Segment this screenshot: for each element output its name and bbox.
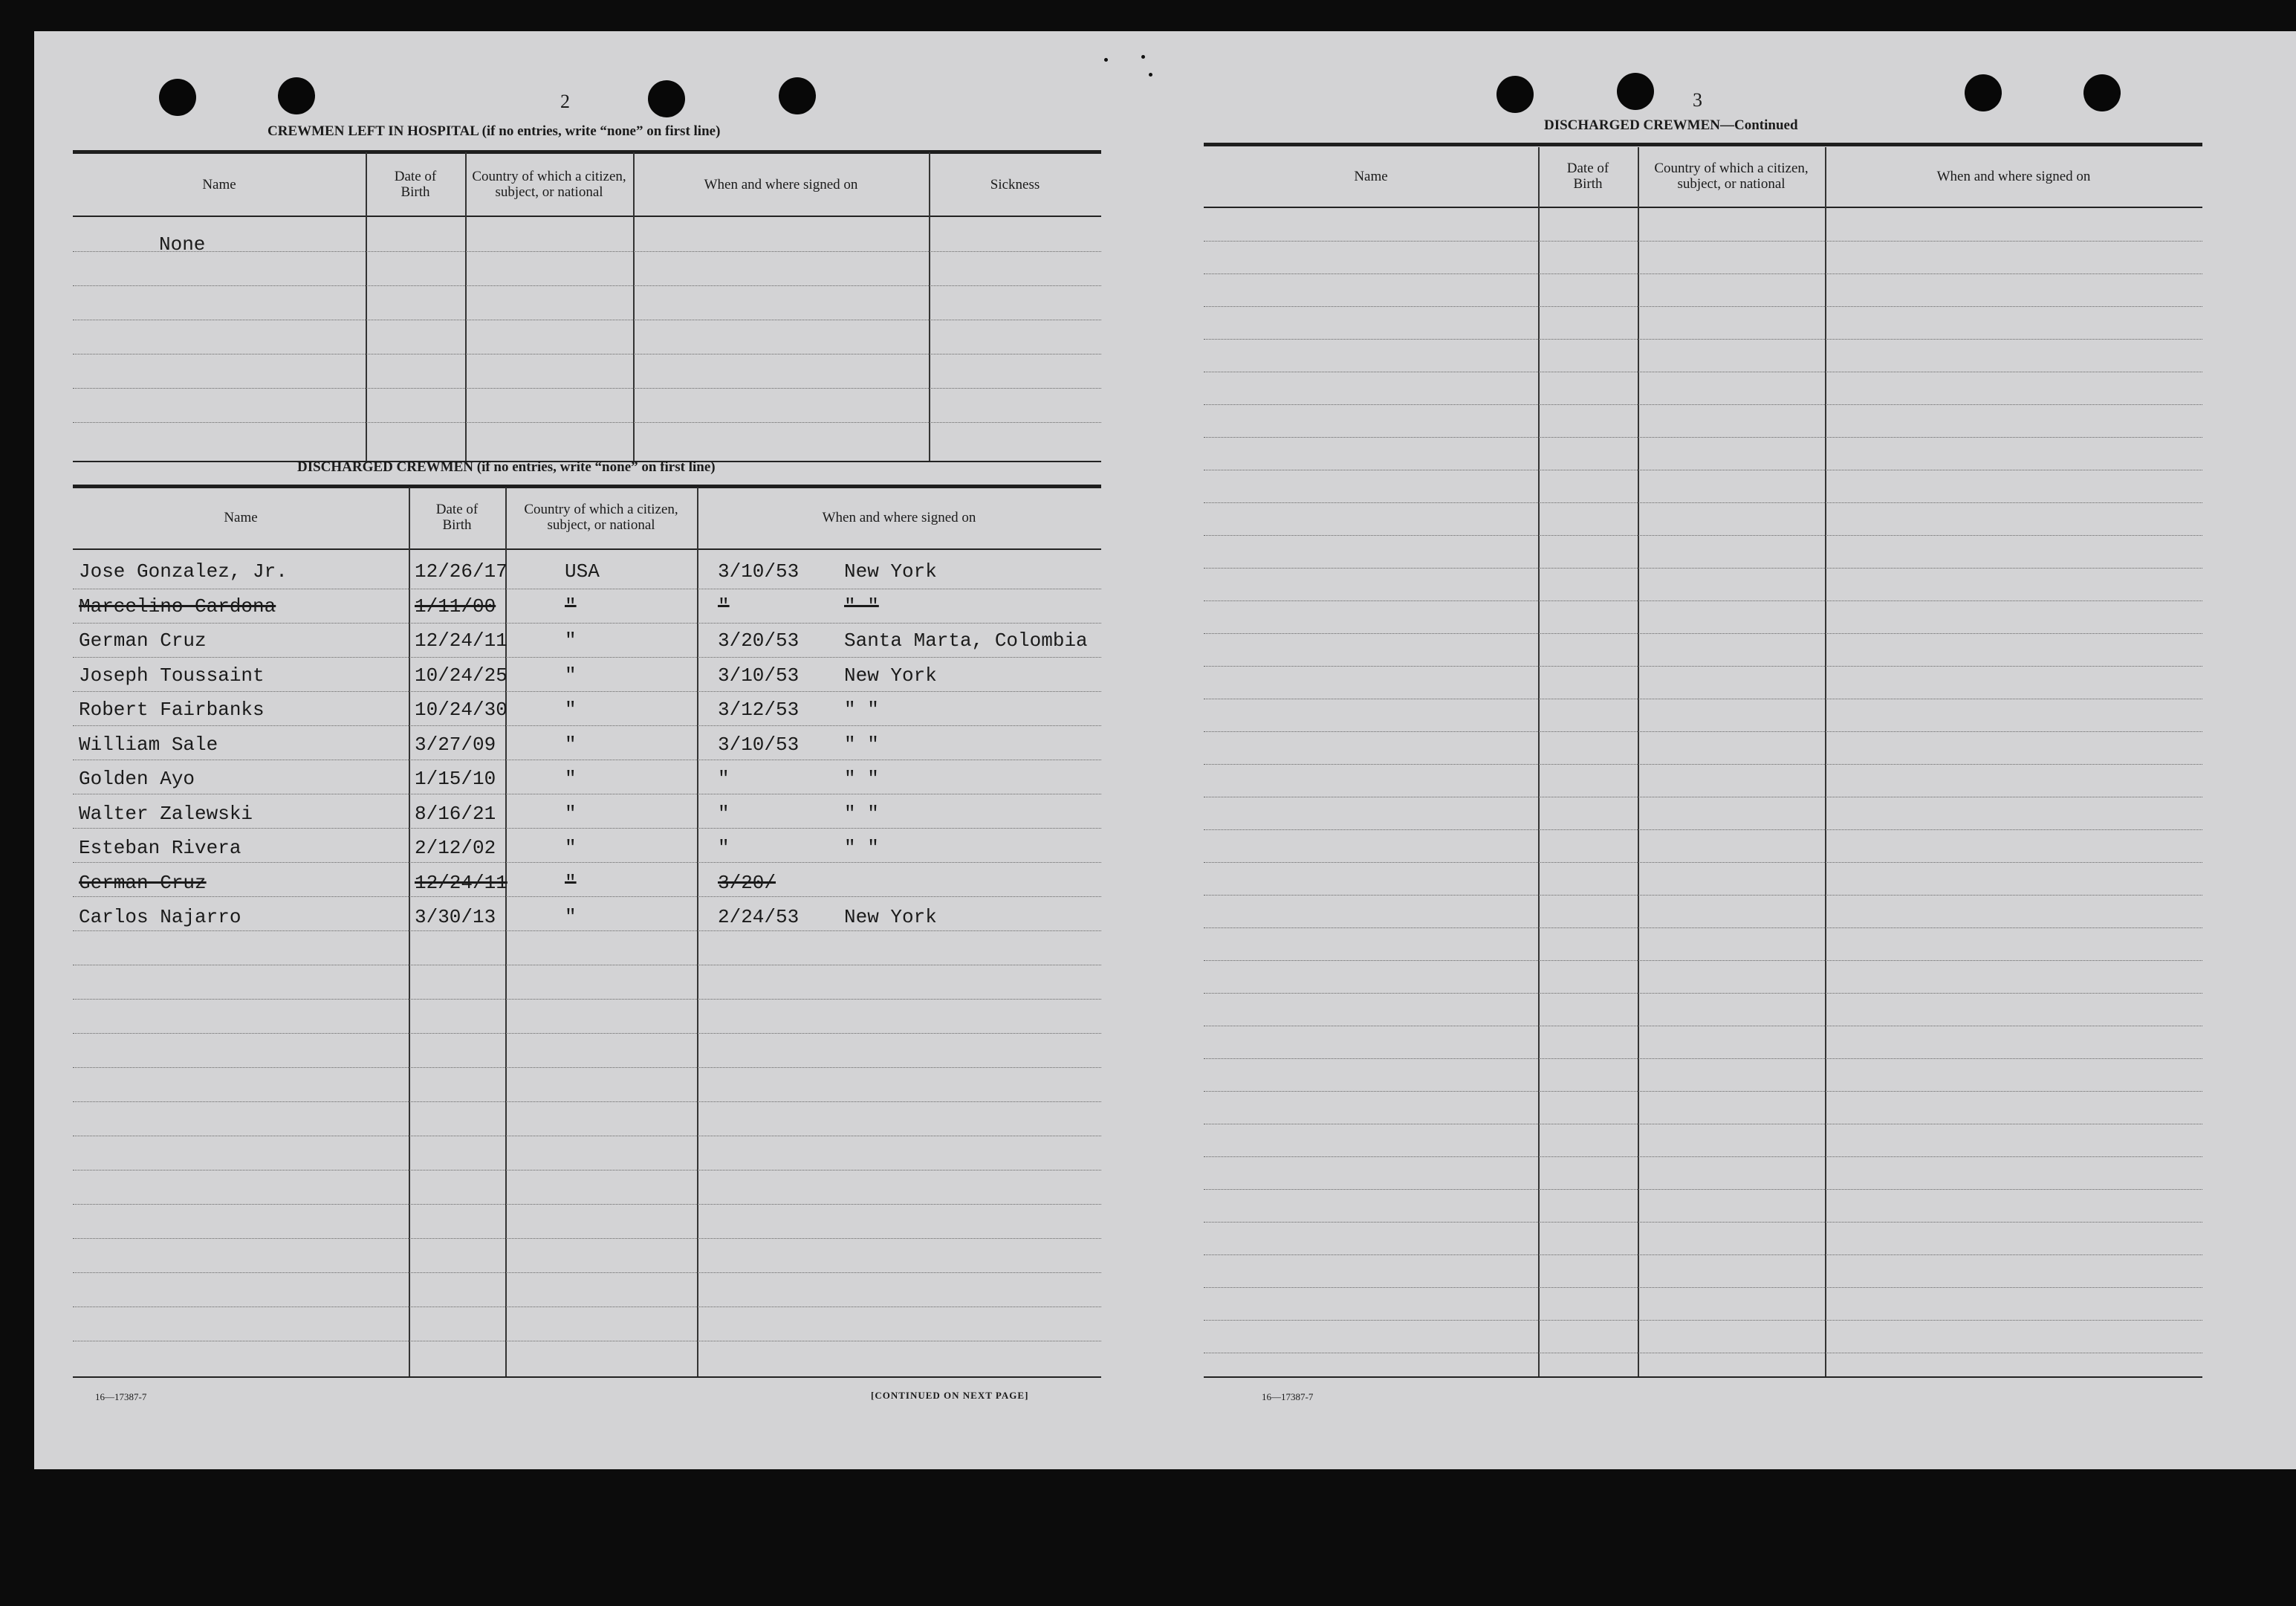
citizenship: " xyxy=(565,871,577,894)
signed-on-place: New York xyxy=(844,664,937,687)
punch-hole xyxy=(2083,74,2121,111)
ruled-line xyxy=(73,285,1101,286)
signed-on-place: " " xyxy=(844,802,879,825)
ruled-line xyxy=(1204,502,2202,503)
signed-on-date: 3/12/53 xyxy=(718,699,800,721)
ruled-line xyxy=(73,1204,1101,1205)
ruled-line xyxy=(1204,339,2202,340)
punch-hole xyxy=(1965,74,2002,111)
date-of-birth: 1/15/10 xyxy=(415,768,496,790)
ruled-line xyxy=(1204,862,2202,863)
crewman-name: Walter Zalewski xyxy=(79,802,253,825)
signed-on-place: " " xyxy=(844,733,879,756)
ruled-line xyxy=(1204,568,2202,569)
citizenship: " xyxy=(565,906,577,928)
discharged-col-country xyxy=(505,489,697,545)
signed-on-date: " xyxy=(718,837,730,859)
discharged-col-dob xyxy=(409,489,505,545)
table-row xyxy=(34,906,1134,936)
date-of-birth: 3/30/13 xyxy=(415,906,496,928)
date-of-birth: 1/11/00 xyxy=(415,595,496,618)
speck xyxy=(1141,55,1145,59)
form-number: 16—17387-7 xyxy=(95,1391,147,1402)
right-col-country xyxy=(1638,149,1825,204)
crewman-name: William Sale xyxy=(79,733,218,756)
ruled-line xyxy=(1204,1058,2202,1059)
signed-on-date: 3/10/53 xyxy=(718,733,800,756)
signed-on-place: " " xyxy=(844,768,879,790)
discharged-header-rule xyxy=(73,548,1101,550)
ruled-line xyxy=(1204,927,2202,928)
right-col-dob-text: Date of Birth xyxy=(1566,161,1609,192)
date-of-birth: 12/26/17 xyxy=(415,560,507,583)
date-of-birth: 8/16/21 xyxy=(415,802,496,825)
discharged-instruction: (if no entries, write “none” on first line) xyxy=(476,459,716,475)
signed-on-place: " " xyxy=(844,595,879,618)
table-row xyxy=(34,872,1134,901)
table-row xyxy=(34,734,1134,763)
discharged-col-country-text: Country of which a citizen, subject, or national xyxy=(524,502,678,533)
hospital-title-text: CREWMEN LEFT IN HOSPITAL xyxy=(267,123,479,139)
ruled-line xyxy=(73,1101,1101,1102)
ruled-line xyxy=(1204,1189,2202,1190)
crewman-name: Marcelino Cardona xyxy=(79,595,276,618)
form-number: 16—17387-7 xyxy=(1262,1391,1314,1402)
date-of-birth: 10/24/30 xyxy=(415,699,507,721)
right-col-signed: When and where signed on xyxy=(1936,168,2091,184)
ruled-line xyxy=(1204,404,2202,405)
ruled-line xyxy=(1204,1222,2202,1223)
ruled-line xyxy=(1204,437,2202,438)
table-row xyxy=(34,768,1134,797)
right-top-rule xyxy=(1204,143,2202,146)
table-row xyxy=(34,837,1134,867)
left-page xyxy=(34,31,1134,1469)
punch-hole xyxy=(779,77,816,114)
crewman-name: Robert Fairbanks xyxy=(79,699,265,721)
table-row xyxy=(34,560,1134,590)
ruled-line xyxy=(73,999,1101,1000)
citizenship: " xyxy=(565,664,577,687)
citizenship: " xyxy=(565,768,577,790)
punch-hole xyxy=(159,79,196,116)
citizenship: " xyxy=(565,837,577,859)
discharged-col-name: Name xyxy=(224,509,258,525)
punch-hole xyxy=(1617,73,1654,110)
ruled-line xyxy=(1204,273,2202,274)
hospital-section-title xyxy=(267,123,720,140)
hospital-col-name: Name xyxy=(202,176,236,192)
discharged-title-text: DISCHARGED CREWMEN xyxy=(297,459,473,475)
ruled-line xyxy=(1204,960,2202,961)
discharged-col-dob-text: Date of Birth xyxy=(435,502,479,533)
signed-on-date: " xyxy=(718,802,730,825)
hospital-header-rule xyxy=(73,216,1101,217)
punch-hole xyxy=(648,80,685,117)
hospital-instruction: (if no entries, write “none” on first line) xyxy=(481,123,721,139)
hospital-top-rule xyxy=(73,150,1101,154)
signed-on-place: New York xyxy=(844,906,937,928)
signed-on-place: " " xyxy=(844,699,879,721)
right-section-title: DISCHARGED CREWMEN—Continued xyxy=(1544,117,1798,133)
right-bottom-rule xyxy=(1204,1376,2202,1378)
column-divider xyxy=(1638,147,1639,1376)
signed-on-date: 3/20/53 xyxy=(718,629,800,652)
date-of-birth: 10/24/25 xyxy=(415,664,507,687)
crewman-name: Joseph Toussaint xyxy=(79,664,265,687)
ruled-line xyxy=(1204,1156,2202,1157)
date-of-birth: 2/12/02 xyxy=(415,837,496,859)
column-divider xyxy=(1825,147,1826,1376)
ruled-line xyxy=(73,1033,1101,1034)
citizenship: " xyxy=(565,699,577,721)
date-of-birth: 12/24/11 xyxy=(415,629,507,652)
ruled-line xyxy=(1204,666,2202,667)
page-number: 3 xyxy=(1693,89,1702,111)
discharged-section-title xyxy=(297,459,716,476)
ruled-line xyxy=(73,1238,1101,1239)
hospital-col-dob xyxy=(366,156,465,213)
crewman-name: Carlos Najarro xyxy=(79,906,241,928)
ruled-line xyxy=(1204,1287,2202,1288)
ruled-line xyxy=(1204,829,2202,830)
discharged-top-rule xyxy=(73,485,1101,488)
ruled-line xyxy=(1204,600,2202,601)
crewman-name: German Cruz xyxy=(79,871,207,894)
speck xyxy=(1104,58,1108,62)
citizenship: USA xyxy=(565,560,600,583)
ruled-line xyxy=(73,1067,1101,1068)
continued-note: [CONTINUED ON NEXT PAGE] xyxy=(871,1390,1029,1401)
signed-on-date: " xyxy=(718,595,730,618)
speck xyxy=(1149,73,1152,77)
ruled-line xyxy=(1204,731,2202,732)
citizenship: " xyxy=(565,733,577,756)
ruled-line xyxy=(73,1272,1101,1273)
citizenship: " xyxy=(565,629,577,652)
hospital-col-country-text: Country of which a citizen, subject, or national xyxy=(472,169,626,200)
date-of-birth: 3/27/09 xyxy=(415,733,496,756)
ruled-line xyxy=(1204,1091,2202,1092)
crewman-name: German Cruz xyxy=(79,629,207,652)
hospital-col-sickness: Sickness xyxy=(990,176,1040,192)
document-sheet xyxy=(34,31,2296,1469)
punch-hole xyxy=(1496,76,1534,113)
signed-on-place: Santa Marta, Colombia xyxy=(844,629,1088,652)
right-col-dob xyxy=(1538,149,1638,204)
table-row xyxy=(34,629,1134,659)
hospital-entry-none: None xyxy=(159,233,206,256)
signed-on-date: 3/20/ xyxy=(718,871,776,894)
left-bottom-rule xyxy=(73,1376,1101,1378)
signed-on-date: 2/24/53 xyxy=(718,906,800,928)
ruled-line xyxy=(1204,764,2202,765)
ruled-line xyxy=(1204,633,2202,634)
ruled-line xyxy=(1204,1320,2202,1321)
table-row xyxy=(34,699,1134,728)
citizenship: " xyxy=(565,802,577,825)
date-of-birth: 12/24/11 xyxy=(415,871,507,894)
punch-hole xyxy=(278,77,315,114)
ruled-line xyxy=(1204,895,2202,896)
ruled-line xyxy=(73,422,1101,423)
signed-on-place: New York xyxy=(844,560,937,583)
crewman-name: Esteban Rivera xyxy=(79,837,241,859)
signed-on-date: 3/10/53 xyxy=(718,664,800,687)
page-number: 2 xyxy=(560,91,570,112)
citizenship: " xyxy=(565,595,577,618)
crewman-name: Jose Gonzalez, Jr. xyxy=(79,560,288,583)
hospital-col-signed: When and where signed on xyxy=(704,176,858,192)
column-divider xyxy=(1538,147,1540,1376)
right-page xyxy=(1193,31,2293,1469)
signed-on-date: " xyxy=(718,768,730,790)
crewman-name: Golden Ayo xyxy=(79,768,195,790)
table-row xyxy=(34,664,1134,694)
hospital-col-dob-text: Date of Birth xyxy=(394,169,437,200)
ruled-line xyxy=(73,251,1101,252)
table-row xyxy=(34,803,1134,832)
discharged-col-signed: When and where signed on xyxy=(822,509,976,525)
ruled-line xyxy=(1204,535,2202,536)
signed-on-place: " " xyxy=(844,837,879,859)
ruled-line xyxy=(73,388,1101,389)
hospital-col-country xyxy=(465,156,633,213)
ruled-line xyxy=(1204,306,2202,307)
right-col-country-text: Country of which a citizen, subject, or national xyxy=(1654,161,1809,192)
ruled-line xyxy=(1204,1254,2202,1255)
ruled-line xyxy=(1204,241,2202,242)
signed-on-date: 3/10/53 xyxy=(718,560,800,583)
table-row xyxy=(34,595,1134,625)
right-col-name: Name xyxy=(1354,168,1388,184)
ruled-line xyxy=(1204,993,2202,994)
right-header-rule xyxy=(1204,207,2202,208)
